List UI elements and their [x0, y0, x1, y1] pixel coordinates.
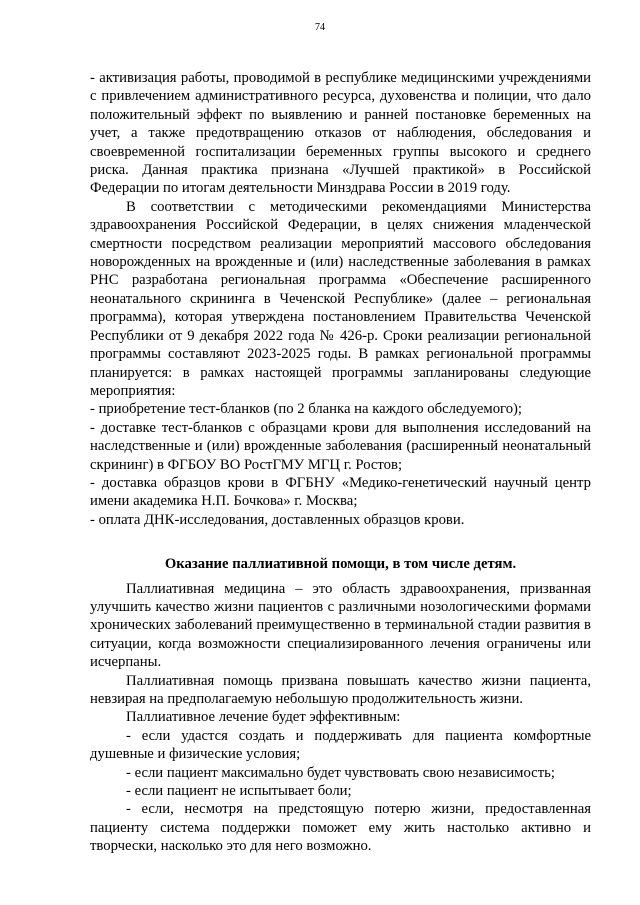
paragraph-palliative-effective: Паллиативное лечение будет эффективным:: [126, 709, 401, 726]
list-item-delivery-moscow: - доставка образцов крови в ФГБНУ «Медико-генетический научный центр имени академика Н.П. Бочкова» г. Москва;: [90, 474, 591, 510]
page-content: [90, 69, 591, 856]
page-number: 74: [315, 22, 325, 33]
list-item-comfort: - если удастся создать и поддерживать для пациента комфортные душевные и физические условия;: [90, 727, 591, 763]
section-heading-palliative: Оказание паллиативной помощи, в том числе детям.: [164, 556, 517, 573]
list-item-test-blanks: - приобретение тест-бланков (по 2 бланка на каждого обследуемого);: [90, 401, 523, 418]
list-item-delivery-rostov: - доставке тест-бланков с образцами крови для выполнения исследований на наследственные и (или) врожденные заболевания (расширенный неонатальный скрининг) в ФГБОУ ВО РостГМУ МГЦ г. Ростов;: [90, 419, 591, 473]
paragraph-neonatal-program: В соответствии с методическими рекомендациями Министерства здравоохранения Российской Федерации, в целях снижения младенческой смертности посредством реализации мероприятий массового обследования новорожденных на врожденные и (или) наследственные заболевания в рамках РНС разработана региональная программа «Обеспечение расширенного неонатального скрининга в Чеченской Республике» (далее – региональная программа), которая утверждена постановлением Правительства Чеченской Республики от 9 декабря 2022 года № 426-р. Сроки реализации региональной программы составляют 2023-2025 годы. В рамках региональной программы планируется: в рамках настоящей программы запланированы следующие мероприятия:: [90, 198, 591, 399]
paragraph-palliative-definition: Паллиативная медицина – это область здравоохранения, призванная улучшить качество жизни пациентов с различными нозологическими формами хронических заболеваний преимущественно в терминальной стадии развития в ситуации, когда возможности специализированного лечения ограничены или исчерпаны.: [90, 580, 591, 671]
list-item-independence: - если пациент максимально будет чувствовать свою независимость;: [126, 764, 555, 781]
paragraph-outreach: - активизация работы, проводимой в республике медицинскими учреждениями с привлечением административного ресурса, духовенства и полиции, что дало положительный эффект по выявлению и ранней постановке беременных на учет, а также предотвращению отказов от наблюдения, обследования и своевременной госпитализации беременных группы высокого и среднего риска. Данная практика признана «Лучшей практикой» в Российской Федерации по итогам деятельности Минздрава России в 2019 году.: [90, 70, 591, 197]
paragraph-palliative-quality: Паллиативная помощь призвана повышать качество жизни пациента, невзирая на предполагаемую небольшую продолжительность жизни.: [90, 672, 591, 707]
list-item-dna-payment: - оплата ДНК-исследования, доставленных образцов крови.: [90, 511, 465, 528]
list-item-no-pain: - если пациент не испытывает боли;: [126, 783, 352, 800]
list-item-support-system: - если, несмотря на предстоящую потерю жизни, предоставленная пациенту система поддержки поможет ему жить настолько активно и творчески, насколько это для него возможно.: [90, 801, 591, 855]
